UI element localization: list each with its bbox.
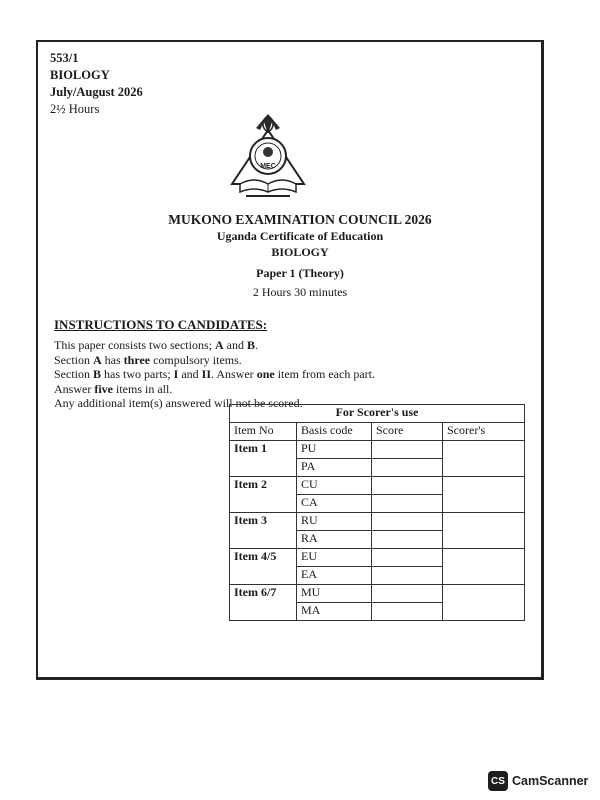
col-header-scorer: Scorer's <box>443 423 525 441</box>
subject-title: BIOLOGY <box>271 245 329 259</box>
scorer-cell[interactable] <box>443 585 525 621</box>
instruction-emph: A <box>214 338 224 352</box>
instruction-emph: II <box>201 367 212 381</box>
instruction-text: Section <box>54 367 93 381</box>
basis-code-cell: PA <box>297 459 372 477</box>
instruction-text: . <box>255 338 258 352</box>
paper-title: Paper 1 (Theory) <box>256 266 344 280</box>
col-header-item-no: Item No <box>230 423 297 441</box>
instruction-line <box>54 338 375 353</box>
logo-text: MEC <box>260 163 276 170</box>
score-cell[interactable] <box>372 477 443 495</box>
paper-header <box>50 50 143 118</box>
instruction-line <box>54 353 375 368</box>
scorer-header-row <box>230 423 525 441</box>
camscanner-watermark <box>488 771 588 791</box>
instruction-text: and <box>223 338 247 352</box>
score-cell[interactable] <box>372 531 443 549</box>
table-row <box>230 441 525 459</box>
camscanner-text: CamScanner <box>512 774 589 788</box>
instruction-emph: I <box>173 367 179 381</box>
basis-code-cell: MU <box>297 585 372 603</box>
instruction-text: items in all. <box>112 381 173 396</box>
instruction-text: This paper consists two sections; <box>54 338 215 352</box>
table-row <box>230 549 525 567</box>
instruction-emph: three <box>123 352 151 367</box>
paper-time: 2 Hours 30 minutes <box>252 285 348 299</box>
instructions-list <box>54 338 375 411</box>
item-cell: Item 6/7 <box>230 585 297 621</box>
instruction-line <box>54 382 375 397</box>
instruction-text: has <box>101 352 124 367</box>
instruction-emph: five <box>94 381 113 396</box>
council-title: MUKONO EXAMINATION COUNCIL 2026 <box>168 212 432 227</box>
scorer-title-row <box>230 405 525 423</box>
basis-code-cell: EA <box>297 567 372 585</box>
table-row <box>230 585 525 603</box>
item-cell: Item 1 <box>230 441 297 477</box>
instruction-text: compulsory items. <box>150 352 242 367</box>
score-cell[interactable] <box>372 549 443 567</box>
score-cell[interactable] <box>372 603 443 621</box>
score-cell[interactable] <box>372 585 443 603</box>
scorer-cell[interactable] <box>443 513 525 549</box>
instruction-emph: B <box>246 338 255 352</box>
instruction-text: . Answer <box>211 367 257 381</box>
scorer-cell[interactable] <box>443 549 525 585</box>
basis-code-cell: PU <box>297 441 372 459</box>
basis-code-cell: CU <box>297 477 372 495</box>
basis-code-cell: RA <box>297 531 372 549</box>
instruction-emph: A <box>93 352 102 367</box>
instructions-heading: INSTRUCTIONS TO CANDIDATES: <box>54 317 268 332</box>
instruction-emph: one <box>256 367 275 381</box>
col-header-score: Score <box>372 423 443 441</box>
item-cell: Item 4/5 <box>230 549 297 585</box>
instruction-text: Answer <box>54 381 95 396</box>
score-cell[interactable] <box>372 459 443 477</box>
score-cell[interactable] <box>372 441 443 459</box>
basis-code-cell: EU <box>297 549 372 567</box>
score-cell[interactable] <box>372 567 443 585</box>
instruction-line <box>54 367 375 382</box>
header-subject: BIOLOGY <box>50 68 110 82</box>
instruction-emph: B <box>93 367 102 381</box>
instruction-text: item from each part. <box>274 367 375 381</box>
score-cell[interactable] <box>372 495 443 513</box>
basis-code-cell: CA <box>297 495 372 513</box>
item-cell: Item 2 <box>230 477 297 513</box>
instruction-line: Any additional item(s) answered will not be scored. <box>54 396 303 410</box>
camscanner-icon: CS <box>488 771 508 791</box>
basis-code-cell: MA <box>297 603 372 621</box>
council-crest-logo <box>228 110 308 206</box>
scorer-cell[interactable] <box>443 441 525 477</box>
item-cell: Item 3 <box>230 513 297 549</box>
instruction-text: and <box>178 367 202 381</box>
scorer-table-title: For Scorer's use <box>230 405 525 423</box>
exam-duration: 2½ Hours <box>50 102 100 116</box>
score-cell[interactable] <box>372 513 443 531</box>
table-row <box>230 513 525 531</box>
scorer-table <box>229 404 525 621</box>
instruction-text: Section <box>54 352 93 367</box>
basis-code-cell: RU <box>297 513 372 531</box>
exam-session: July/August 2026 <box>50 85 143 99</box>
instruction-text: has two parts; <box>101 367 174 381</box>
certificate-title: Uganda Certificate of Education <box>216 229 384 243</box>
scorer-cell[interactable] <box>443 477 525 513</box>
table-row <box>230 477 525 495</box>
paper-code: 553/1 <box>50 51 79 65</box>
col-header-basis-code: Basis code <box>297 423 372 441</box>
